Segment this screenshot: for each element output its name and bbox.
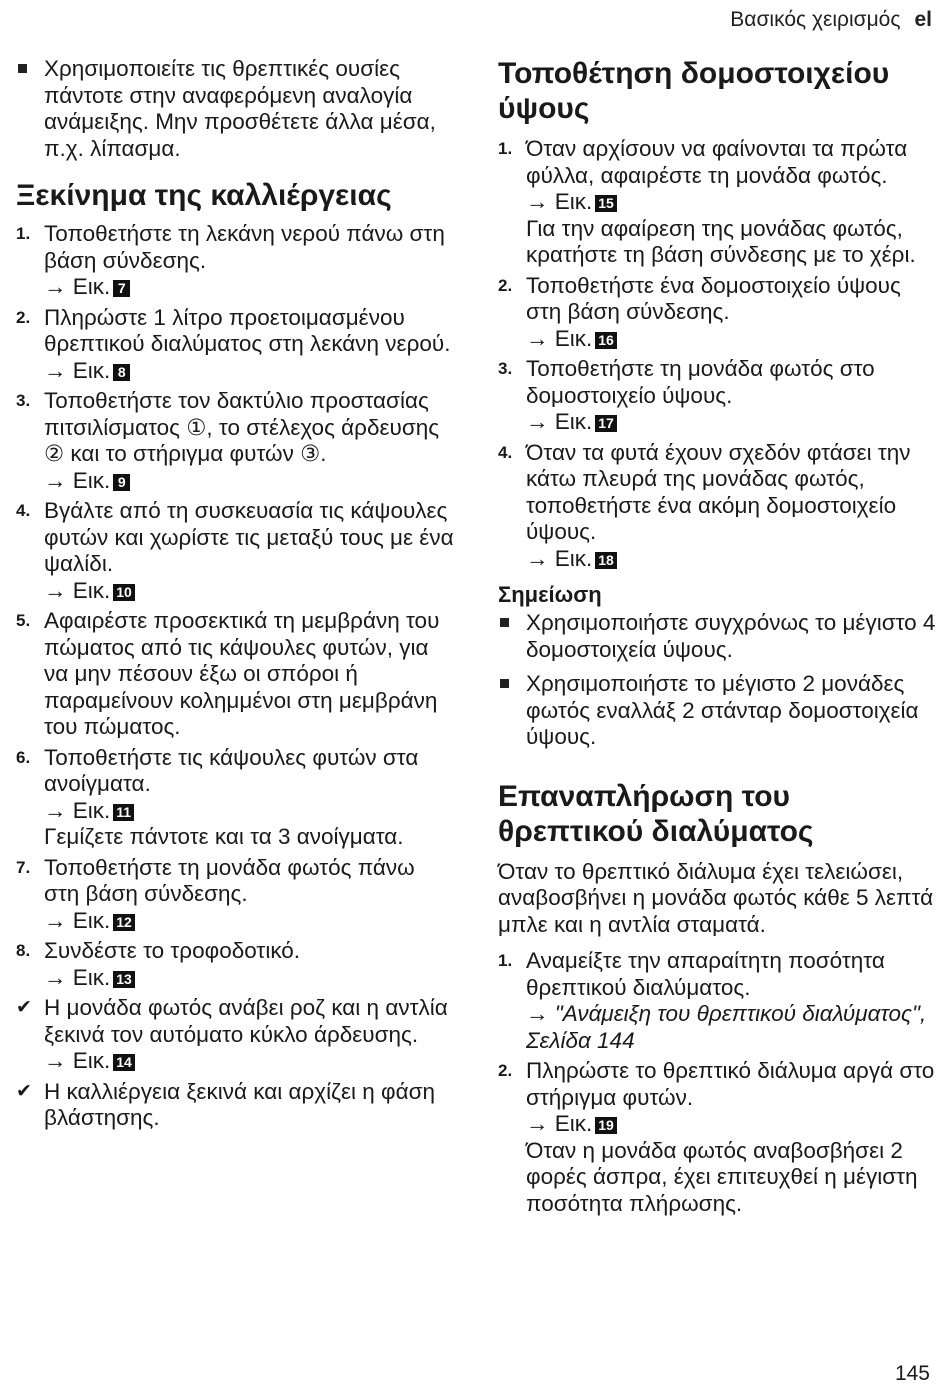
figure-badge: 11 [113, 804, 134, 821]
figure-reference: → Εικ. 10 [44, 578, 456, 605]
page-number: 145 [894, 1362, 930, 1385]
refill-steps-list [498, 948, 938, 1217]
list-item: 2. Πληρώστε το θρεπτικό διάλυμα αργά στο στήριγμα φυτών. → Εικ. 19 Όταν η μονάδα φωτός αναβοσβήσει 2 φορές άσπρα, έχει επιτευχθεί η μέγιστη ποσότητα πλήρωσης. [498, 1058, 938, 1217]
figure-reference: → Εικ. 13 [44, 965, 456, 992]
height-steps-list [498, 136, 938, 572]
note-list [498, 610, 938, 751]
list-item: 1. Τοποθετήστε τη λεκάνη νερού πάνω στη βάση σύνδεσης. → Εικ. 7 [16, 221, 456, 301]
list-item: 4. Όταν τα φυτά έχουν σχεδόν φτάσει την κάτω πλευρά της μονάδας φωτός, τοποθετήστε ένα ακόμη δομοστοιχείο ύψους. → Εικ. 18 [498, 440, 938, 573]
section-heading-refill: Επαναπλήρωση του θρεπτικού διαλύματος [498, 779, 814, 848]
figure-reference: → Εικ. 15 [526, 189, 938, 216]
figure-badge: 13 [113, 971, 135, 988]
figure-reference: → Εικ. 18 [526, 546, 938, 573]
list-item: Χρησιμοποιήστε το μέγιστο 2 μονάδες φωτός εναλλάξ 2 στάνταρ δομοστοιχεία ύψους. [498, 671, 938, 751]
figure-badge: 19 [595, 1117, 617, 1134]
checkmark-icon: ✔ [16, 997, 32, 1018]
bullet-square-icon [498, 671, 524, 698]
list-item: 4. Βγάλτε από τη συσκευασία τις κάψουλες φυτών και χωρίστε τις μεταξύ τους με ένα ψαλίδι. → Εικ. 10 [16, 498, 456, 604]
list-item: Χρησιμοποιείτε τις θρεπτικές ουσίες πάντοτε στην αναφερόμενη αναλογία ανάμειξης. Μην προσθέτετε άλλα μέσα, π.χ. λίπασμα. [16, 56, 456, 162]
figure-badge: 12 [113, 914, 135, 931]
figure-reference: → Εικ. 17 [526, 409, 938, 436]
figure-badge: 16 [595, 332, 617, 349]
result-item: ✔ Η καλλιέργεια ξεκινά και αρχίζει η φάση βλάστησης. [16, 1078, 436, 1130]
page-header [730, 8, 932, 32]
start-steps-list [16, 221, 456, 1132]
section-heading-height-module: Τοποθέτηση δομοστοιχείου ύψους [498, 57, 890, 125]
language-code: el [914, 8, 932, 31]
figure-reference: → Εικ. 8 [44, 358, 456, 385]
figure-badge: 14 [113, 1054, 135, 1071]
list-item: 1. Αναμείξτε την απαραίτητη ποσότητα θρεπτικού διαλύματος. → "Ανάμειξη του θρεπτικού διαλύματος", Σελίδα 144 [498, 948, 938, 1054]
right-column [498, 56, 938, 1221]
intro-list [16, 56, 456, 162]
figure-reference: → Εικ. 14 [44, 1048, 456, 1075]
figure-reference: → Εικ. 12 [44, 908, 456, 935]
list-item: 2. Τοποθετήστε ένα δομοστοιχείο ύψους στη βάση σύνδεσης. → Εικ. 16 [498, 273, 938, 353]
figure-reference: → Εικ. 7 [44, 274, 456, 301]
list-item: 3. Τοποθετήστε τη μονάδα φωτός στο δομοστοιχείο ύψους. → Εικ. 17 [498, 356, 938, 436]
list-item: 2. Πληρώστε 1 λίτρο προετοιμασμένου θρεπτικού διαλύματος στη λεκάνη νερού. → Εικ. 8 [16, 305, 456, 385]
figure-badge: 8 [113, 364, 130, 381]
bullet-square-icon [16, 56, 42, 83]
result-item: ✔ Η μονάδα φωτός ανάβει ροζ και η αντλία ξεκινά τον αυτόματο κύκλο άρδευσης. → Εικ. 14 [16, 995, 456, 1075]
list-item: 3. Τοποθετήστε τον δακτύλιο προστασίας πιτσιλίσματος ①, το στέλεχος άρδευσης ② και το στήριγμα φυτών ③. → Εικ. 9 [16, 388, 456, 494]
figure-badge: 15 [595, 195, 617, 212]
figure-badge: 7 [113, 280, 130, 297]
list-item: 5. Αφαιρέστε προσεκτικά τη μεμβράνη του πώματος από τις κάψουλες φυτών, για να μην πέσουν έξω οι σπόροι ή παραμείνουν κολημμένοι στη μεμβράνη του πώματος. [16, 608, 440, 739]
note-heading: Σημείωση [498, 582, 602, 607]
list-item: 7. Τοποθετήστε τη μονάδα φωτός πάνω στη βάση σύνδεσης. → Εικ. 12 [16, 855, 456, 935]
checkmark-icon: ✔ [16, 1080, 32, 1102]
section-title: Βασικός χειρισμός [730, 8, 901, 31]
refill-paragraph: Όταν το θρεπτικό διάλυμα έχει τελειώσει, αναβοσβήνει η μονάδα φωτός κάθε 5 λεπτά μπλε και η αντλία σταματά. [498, 858, 934, 937]
figure-badge: 10 [113, 584, 135, 601]
figure-reference: → Εικ. 16 [526, 326, 938, 353]
list-item: 8. Συνδέστε το τροφοδοτικό. → Εικ. 13 [16, 938, 456, 991]
list-item: 6. Τοποθετήστε τις κάψουλες φυτών στα ανοίγματα. → Εικ. 11 Γεμίζετε πάντοτε και τα 3 ανοίγματα. [16, 745, 456, 851]
list-item: 1. Όταν αρχίσουν να φαίνονται τα πρώτα φύλλα, αφαιρέστε τη μονάδα φωτός. → Εικ. 15 Για την αφαίρεση της μονάδας φωτός, κρατήστε τη βάση σύνδεσης με το χέρι. [498, 136, 938, 269]
figure-reference: → Εικ. 9 [44, 468, 456, 495]
figure-badge: 18 [595, 552, 617, 569]
figure-reference: → Εικ. 11 [44, 798, 456, 825]
figure-badge: 9 [113, 474, 130, 491]
figure-reference: → Εικ. 19 [526, 1111, 938, 1138]
bullet-square-icon [498, 610, 524, 637]
left-column [16, 56, 456, 1136]
list-item: Χρησιμοποιήστε συγχρόνως το μέγιστο 4 δομοστοιχεία ύψους. [498, 610, 938, 663]
cross-reference-link[interactable]: → "Ανάμειξη του θρεπτικού διαλύματος", Σελίδα 144 [526, 1001, 927, 1053]
section-heading-start: Ξεκίνημα της καλλιέργειας [16, 179, 392, 212]
figure-badge: 17 [595, 415, 617, 432]
